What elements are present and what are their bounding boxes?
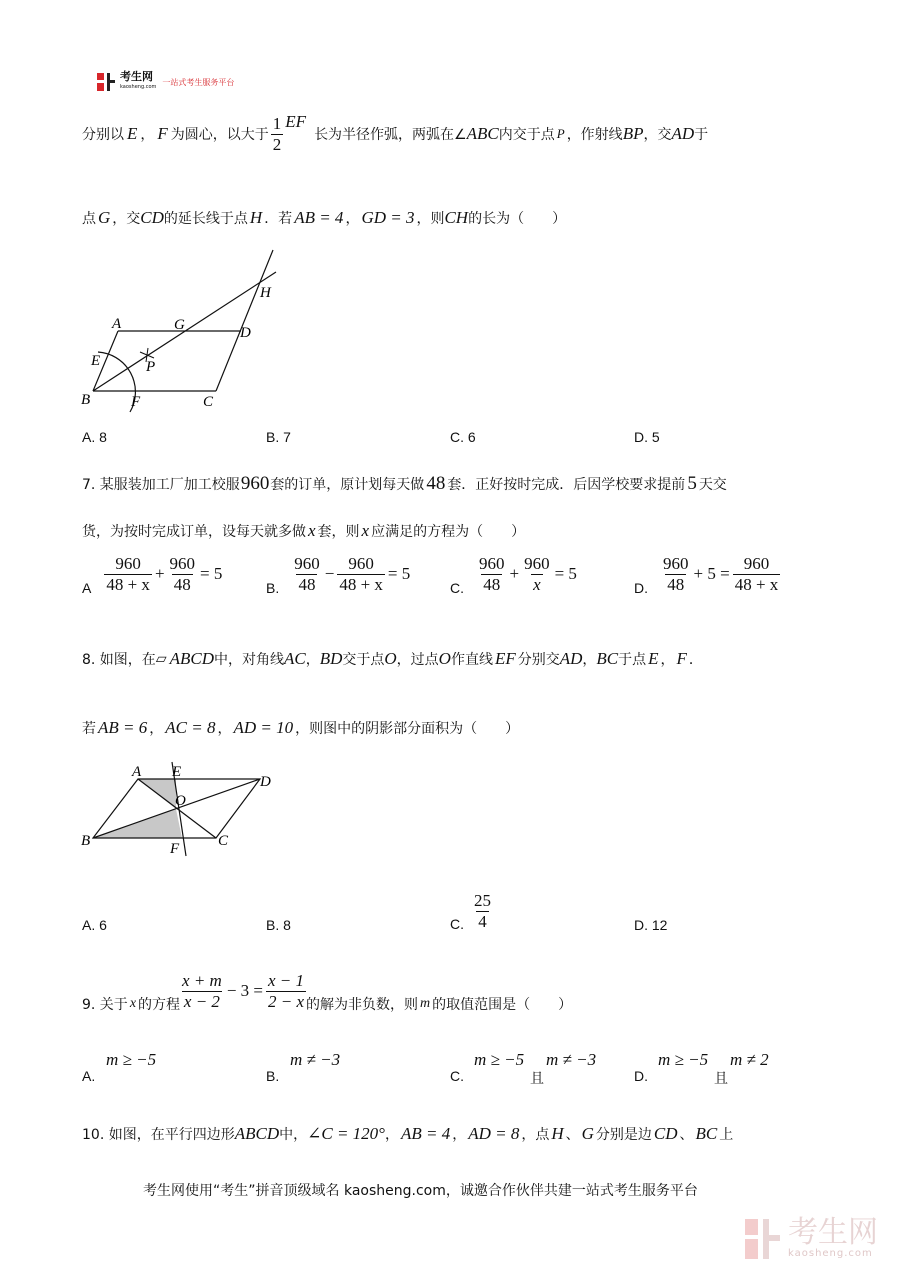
- q9-option-c-expr-1: m ≥ −5: [474, 1050, 525, 1069]
- q8-figure: [78, 758, 288, 858]
- q9-option-b-label: B.: [266, 1068, 280, 1084]
- q9-stem: [82, 966, 572, 1016]
- q9-option-a-label: A.: [82, 1068, 96, 1084]
- q9-option-c-label: C.: [450, 1068, 464, 1084]
- q6-var-ABC: ABC: [466, 124, 499, 143]
- q9-option-d-and: 且: [714, 1071, 728, 1087]
- q8-text: 分别交: [517, 652, 560, 668]
- q9-text: 9. 关于: [82, 997, 128, 1013]
- fraction: $\frac{960}{48}$: [294, 553, 320, 594]
- q9-option-c-and: 且: [530, 1071, 544, 1087]
- q9-option-d-expr-1: m ≥ −5: [658, 1050, 709, 1069]
- q7-option-c[interactable]: [450, 552, 577, 596]
- q6-text: 于: [694, 127, 709, 143]
- q8-condition-AB: AB = 6: [98, 718, 148, 737]
- q6-var-CD: CD: [140, 208, 164, 227]
- q6-text: 的延长线于点: [163, 211, 248, 227]
- q8-option-c-label: C.: [450, 915, 464, 932]
- q10-var-BC: BC: [695, 1124, 718, 1143]
- q8-text: 于点: [618, 652, 647, 668]
- q8-text: 中，对角线: [213, 652, 284, 668]
- line-CH: [216, 250, 273, 391]
- q8-text: ，: [217, 721, 232, 737]
- equals: = 5: [554, 564, 577, 583]
- q6-text: ，交: [112, 211, 141, 227]
- q6-condition-AB: AB = 4: [294, 208, 344, 227]
- fraction: $\frac{960}{48 + x}$: [339, 553, 383, 594]
- q7-num-5: 5: [687, 473, 697, 494]
- q6-line-1: [82, 103, 708, 165]
- q8-text: ，: [305, 652, 320, 668]
- q8-option-d[interactable]: D. 12: [634, 917, 668, 933]
- q9-option-a-expr: m ≥ −5: [106, 1050, 157, 1069]
- fraction: $\frac{960}{48}$: [479, 553, 505, 594]
- q6-var-EF: EF: [285, 112, 307, 131]
- operator: +: [509, 564, 520, 583]
- q9-option-c[interactable]: [450, 1050, 620, 1086]
- label-H: H: [260, 285, 271, 301]
- fraction: $\frac{x - 1}{2 - x}$: [268, 970, 305, 1011]
- q10-text: 、: [565, 1127, 580, 1143]
- q8-text: 若: [82, 721, 96, 737]
- q8-option-b[interactable]: B. 8: [266, 917, 291, 933]
- q6-option-a[interactable]: A. 8: [82, 429, 107, 445]
- q10-var-H: H: [551, 1124, 564, 1143]
- q6-text: 内交于点: [498, 127, 555, 143]
- q7-option-a-label: A: [82, 580, 92, 596]
- q7-var-x: x: [361, 521, 370, 540]
- q10-text: 上: [719, 1127, 734, 1143]
- q8-option-a[interactable]: A. 6: [82, 917, 107, 933]
- q6-var-E: E: [127, 124, 138, 143]
- watermark-domain: kaosheng.com: [788, 1248, 873, 1259]
- q8-text: 作直线: [450, 652, 493, 668]
- q6-text: 点: [82, 211, 96, 227]
- q6-text: ，交: [643, 127, 672, 143]
- label-O: O: [175, 793, 186, 809]
- q6-condition-GD: GD = 3: [361, 208, 415, 227]
- q6-text: 分别以: [82, 127, 124, 143]
- q10-var-CD: CD: [653, 1124, 678, 1143]
- q10-condition-AB: AB = 4: [400, 1124, 451, 1143]
- q6-var-BP: BP: [622, 124, 644, 143]
- q9-text: 的取值范围是（ ）: [432, 997, 573, 1013]
- q7-option-a[interactable]: [82, 552, 222, 596]
- q8-var-E: E: [648, 649, 659, 668]
- q6-var-CH: CH: [444, 208, 469, 227]
- q10-var-G: G: [581, 1124, 594, 1143]
- kaosheng-logo-icon: [96, 72, 116, 92]
- fraction: $\frac{960}{48}$: [169, 553, 196, 594]
- q6-text: ，则: [416, 211, 445, 227]
- q6-figure: [78, 240, 288, 415]
- q10-text: 、: [679, 1127, 694, 1143]
- q9-option-d-expr-2: m ≠ 2: [730, 1050, 769, 1069]
- q8-text: 8. 如图，在: [82, 652, 156, 668]
- q7-option-d[interactable]: [634, 552, 780, 596]
- q6-text: ．若: [264, 211, 293, 227]
- equals: = 5: [200, 564, 223, 583]
- q6-text: 为圆心，以大于: [170, 127, 269, 143]
- label-A: A: [132, 764, 142, 780]
- q7-option-b-label: B.: [266, 580, 280, 596]
- operator: −: [324, 564, 335, 583]
- equals: = 5: [387, 564, 411, 583]
- kaosheng-watermark-icon: [744, 1217, 782, 1261]
- q9-option-d[interactable]: [634, 1050, 804, 1086]
- watermark-logo: [744, 1217, 878, 1261]
- label-C: C: [218, 833, 229, 849]
- q8-var-O: O: [438, 649, 451, 668]
- q8-text: ，: [582, 652, 597, 668]
- q7-text: 套．正好按时完成．后因学校要求提前: [447, 477, 686, 493]
- q8-line-2: [82, 715, 519, 741]
- q8-var-EF: EF: [494, 649, 516, 668]
- label-F: F: [131, 394, 141, 410]
- q7-line-1: [82, 470, 727, 498]
- q7-text: 货，为按时完成订单，设每天就多做: [82, 524, 306, 540]
- q6-text: ，: [345, 211, 360, 227]
- q8-condition-AC: AC = 8: [165, 718, 216, 737]
- q9-text: 的方程: [138, 997, 181, 1013]
- q6-var-AD: AD: [671, 124, 695, 143]
- q6-var-H: H: [249, 208, 263, 227]
- arc-EF: [98, 352, 135, 412]
- q9-var-x: x: [129, 996, 137, 1011]
- q10-condition-AD: AD = 8: [468, 1124, 520, 1143]
- fraction: $\frac{960}{48 + x}$: [106, 553, 150, 594]
- q6-line-2: [82, 205, 566, 231]
- q8-text: ，: [149, 721, 164, 737]
- q10-text: 分别是边: [595, 1127, 652, 1143]
- logo-domain: kaosheng.com: [120, 84, 157, 90]
- logo-text: 考生网: [120, 70, 153, 83]
- operator: − 3 =: [226, 981, 264, 1000]
- q10-text: ，: [384, 1127, 399, 1143]
- q6-text: ，: [140, 127, 155, 143]
- q7-option-c-label: C.: [450, 580, 464, 596]
- q10-text: 中，: [279, 1127, 308, 1143]
- q9-option-c-expr-2: m ≠ −3: [546, 1050, 597, 1069]
- label-E: E: [91, 353, 101, 369]
- parallelogram-symbol: ▱: [155, 651, 167, 667]
- label-D: D: [260, 774, 271, 790]
- fraction-25-over-4: $\frac{25}{4}$: [474, 891, 491, 931]
- header-logo: [96, 72, 234, 92]
- q9-text: 的解为非负数，则: [306, 997, 419, 1013]
- q8-var-BD: BD: [319, 649, 343, 668]
- q7-num-48: 48: [426, 473, 446, 494]
- q6-text: ，作射线: [566, 127, 623, 143]
- q6-option-c[interactable]: C. 6: [450, 429, 476, 445]
- q7-text: 应满足的方程为（ ）: [371, 524, 526, 540]
- watermark-text: 考生网: [788, 1215, 878, 1250]
- q7-num-960: 960: [240, 473, 270, 494]
- q8-text: ，: [660, 652, 675, 668]
- q8-text: ．: [688, 652, 703, 668]
- label-B: B: [81, 833, 91, 849]
- label-D: D: [240, 325, 251, 341]
- q10-var-ABCD: ABCD: [234, 1124, 280, 1143]
- q6-text: 的长为（ ）: [468, 211, 567, 227]
- label-F: F: [170, 841, 180, 857]
- q10-text: ，: [452, 1127, 467, 1143]
- fraction: $\frac{960}{48 + x}$: [734, 553, 779, 594]
- q6-option-d[interactable]: D. 5: [634, 429, 660, 445]
- q6-var-P: P: [556, 126, 565, 141]
- q10-condition-angle-C: ∠C = 120°: [307, 1124, 385, 1143]
- q8-var-BC: BC: [596, 649, 619, 668]
- q6-var-F: F: [157, 124, 168, 143]
- label-P: P: [146, 359, 156, 375]
- logo-slogan: 一站式考生服务平台: [162, 77, 235, 87]
- q8-var-AD: AD: [559, 649, 583, 668]
- q7-text: 天交: [698, 477, 727, 493]
- fraction: $\frac{960}{x}$: [524, 553, 550, 594]
- q8-var-F: F: [676, 649, 687, 668]
- label-C: C: [203, 394, 214, 410]
- label-G: G: [174, 317, 185, 333]
- q7-var-x: x: [308, 521, 316, 540]
- q8-condition-AD: AD = 10: [233, 718, 294, 737]
- q6-var-G: G: [98, 208, 111, 227]
- q10-stem: [82, 1121, 733, 1147]
- q8-text: 交于点: [342, 652, 385, 668]
- q8-text: ，过点: [396, 652, 439, 668]
- label-A: A: [112, 316, 122, 332]
- q7-text: 7. 某服装加工厂加工校服: [82, 477, 240, 493]
- q7-text: 套，则: [317, 524, 360, 540]
- q9-var-m: m: [420, 996, 431, 1011]
- q10-text: ，点: [521, 1127, 550, 1143]
- q9-option-d-label: D.: [634, 1068, 648, 1084]
- footer-text: 考生网使用“考生”拼音顶级域名 kaosheng.com，诚邀合作伙伴共建一站式考生服务平台: [143, 1183, 698, 1199]
- q8-text: ，则图中的阴影部分面积为（ ）: [295, 721, 520, 737]
- fraction: $\frac{960}{48}$: [663, 553, 689, 594]
- q9-option-b-expr: m ≠ −3: [290, 1050, 341, 1069]
- q7-text: 套的订单，原计划每天做: [270, 477, 425, 493]
- fraction: $\frac{x + m}{x - 2}$: [182, 970, 222, 1011]
- q6-option-b[interactable]: B. 7: [266, 429, 291, 445]
- q8-var-AC: AC: [283, 649, 306, 668]
- q8-line-1: [82, 646, 703, 672]
- q7-option-b[interactable]: [266, 552, 410, 596]
- q7-option-d-label: D.: [634, 580, 648, 596]
- q8-var-ABCD: ABCD: [169, 649, 214, 668]
- label-E: E: [172, 764, 182, 780]
- operator: +: [154, 564, 165, 583]
- operator: + 5 =: [693, 564, 730, 583]
- q7-line-2: [82, 519, 525, 543]
- q10-text: 10. 如图，在平行四边形: [82, 1127, 235, 1143]
- q8-option-c[interactable]: [450, 891, 493, 932]
- label-B: B: [81, 392, 91, 408]
- q6-half-fraction: $\frac{1}{2}$: [272, 113, 282, 154]
- q8-var-O: O: [384, 649, 397, 668]
- q6-text: 长为半径作弧，两弧在∠: [314, 127, 467, 143]
